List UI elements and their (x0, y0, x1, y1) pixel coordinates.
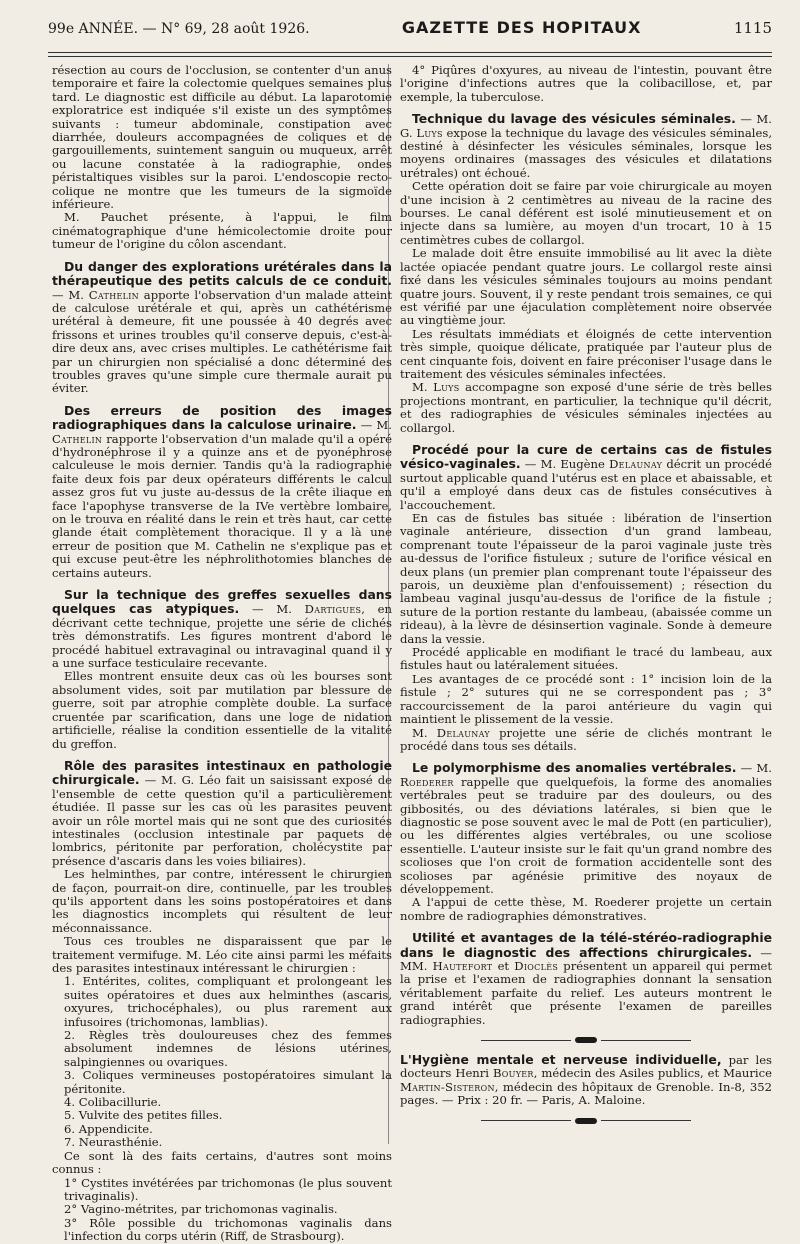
list-item: 2° Vagino-métrites, par trichomonas vaginalis. (64, 1202, 338, 1217)
right-column (400, 64, 772, 1144)
author-name: Delaunay (436, 725, 490, 740)
section-vertebral-anomalies: Le polymorphisme des anomalies vertébrales. — M. Roederer rappelle que quelquefois, la forme des anomalies vertébrales peut se traduire par des douleurs, ou des gibbosités, ou des déviations latérales, si bien que le diagnostic se pose souvent avec le mal de Pott (en particulier), ou les différentes algies vertébrales, ou une scoliose essentielle. L'auteur insiste sur le fait qu'un grand nombre des scolioses que l'on croit de formation accidentelle sont des scolioses par agénésie primitive des noyaux de développement. A l'appui de cette thèse, M. Roederer projette un certain nombre de radiographies démonstratives. (400, 760, 772, 923)
paragraph: Procédé applicable en modifiant le tracé du lambeau, aux fistules haut ou latéralement situées. (400, 645, 772, 673)
page-number: 1115 (733, 19, 772, 37)
list-item: 6. Appendicite. (64, 1121, 153, 1136)
list-item: 4. Colibacillurie. (64, 1095, 162, 1110)
lesser-known-list (52, 1177, 392, 1244)
paragraph: 4° Piqûres d'oxyures, au niveau de l'intestin, pouvant être l'origine d'infections autres que la colibacillose, et, par exemple, la tuberculose. (400, 63, 772, 104)
book-title: L'Hygiène mentale et nerveuse individuelle, (400, 1052, 722, 1068)
author-name: Hautefort (432, 959, 493, 973)
ornament-divider (400, 1118, 772, 1124)
running-header (48, 18, 772, 48)
parasite-effects-list (52, 975, 392, 1149)
author-name: Roederer (400, 774, 454, 789)
paragraph: résection au cours de l'occlusion, se contenter d'un anus temporaire et faire la colectomie quelques semaines plus tard. Le diagnostic est difficile au début. La laparotomie exploratrice est indiquée s'il existe un des symptômes suivants : tumeur abdominale, constipation avec diarrhée, douleurs accompagnées de coliques et de gargouillements, suintement sanguin ou muqueux, arrêt ou lacune constatée à la radiographie, ondes péristaltiques visibles sur la paroi. L'endoscopie recto-colique ne montre que les tumeurs de la sigmoïde inférieure. (52, 63, 392, 212)
section-heading: Du danger des explorations urétérales dans la thérapeutique des petits calculs de ce conduit. (52, 258, 392, 289)
list-item: 3. Coliques vermineuses postopératoires simulant la péritonite. (64, 1068, 392, 1096)
paragraph: Le malade doit être ensuite immobilisé au lit avec la diète lactée opiacée pendant quatre jours. Le collargol reste ainsi fixé dans les vésicules séminales toujours au moins pendant quatre jours. Souvent, il y reste pendant trois semaines, ce qui est vérifié par une éjaculation complètement noire observée au vingtième jour. (400, 246, 772, 328)
author-name: Cathelin (88, 287, 139, 302)
author-name: Dioclès (514, 959, 559, 973)
paragraph: Ce sont là des faits certains, d'autres sont moins connus : (52, 1148, 392, 1177)
list-item: 1. Entérites, colites, compliquant et prolongeant les suites opératoires et dues aux helminthes (ascaris, oxyures, trichocéphales), ou plus rarement aux infusoires (trichomonas, lamblias). (64, 974, 392, 1029)
section-heading: Utilité et avantages de la télé-stéréo-radiographie dans le diagnostic des affections chirurgicales. (400, 930, 772, 960)
paragraph: En cas de fistules bas située : libération de l'insertion vaginale antérieure, dissection d'un grand lambeau, comprenant toute l'épaisseur de la paroi vaginale juste très au-dessus de l'orifice fistuleux ; suture de l'orifice vésical en deux plans (un premier plan comprenant toute l'épaisseur des parois, un deuxième plan d'enfouissement) ; résection du lambeau vaginal jusqu'au-dessus de l'orifice de la fistule ; suture de la portion restante du lambeau, (abaissée comme un rideau), à la lèvre de désinsertion vaginale. Sonde à demeure dans la vessie. (400, 511, 772, 646)
section-radiographic-errors: Des erreurs de position des images radiographiques dans la calculose urinaire. — M. Cathelin rapporte l'observation d'un malade qu'il a opéré d'hydronéphrose il y a quinze ans et de pyonéphrose calculeuse le mois dernier. Tandis qu'à la radiographie faite deux fois par deux opérateurs différents le calcul assez gros fut vu juste au-dessus de la crête iliaque en face l'apophyse transverse de la IVe vertèbre lombaire, on le trouva en réalité dans le rein et très haut, car cette glande était complètement thoracique. Il y a là une erreur de position que M. Cathelin ne s'explique pas et qui excuse peut-être les néphrolithotomies blanches de certains auteurs. (52, 402, 392, 580)
book-notice: L'Hygiène mentale et nerveuse individuelle, par les docteurs Henri Bouyer, médecin des Asiles publics, et Maurice Martin-Sisteron, médecin des hôpitaux de Grenoble. In-8, 352 pages. — Prix : 20 fr. — Paris, A. Maloine. (400, 1052, 772, 1108)
section-ureteral-danger: Du danger des explorations urétérales dans la thérapeutique des petits calculs de ce conduit. — M. Cathelin apporte l'observation d'un malade atteint de calculose urétérale et qui, après un cathétérisme urétéral à demeure, fit une poussée à 40 degrés avec frissons et urines troubles qu'il conserve depuis, c'est-à-dire deux ans, avec crises multiples. Le cathétérisme fait par un chirurgien non spécialisé a donc déterminé des troubles graves qu'une simple cure thermale aurait pu éviter. (52, 258, 392, 396)
author-name: Bouyer (492, 1066, 534, 1081)
section-sexual-grafts: Sur la technique des greffes sexuelles dans quelques cas atypiques. — M. Dartigues, en décrivant cette technique, projette une série de clichés très démonstratifs. Les figures montrent d'abord le procédé habituel extravaginal ou intravaginal quand il y a une surface testiculaire recevante. Elles montrent ensuite deux cas où les bourses sont absolument vides, soit par mutilation par blessure de guerre, soit par atrophie complète double. La surface cruentée par scarification, dans une loge de nidation artificielle, réalise la condition essentielle de la vitalité du greffon. (52, 587, 392, 751)
ornament-divider (400, 1037, 772, 1043)
issue-line: 99e ANNÉE. — N° 69, 28 août 1926. (48, 21, 310, 37)
paragraph: Les résultats immédiats et éloignés de cette intervention très simple, quoique délicate, pratiquée par l'auteur plus de cent cinquante fois, doivent en faire préconiser l'usage dans le traitement des vésicules séminales infectées. (400, 326, 772, 381)
author-name: Delaunay (609, 457, 663, 472)
paragraph: Elles montrent ensuite deux cas où les bourses sont absolument vides, soit par mutilation par blessure de guerre, soit par atrophie complète double. La surface cruentée par scarification, dans une loge de nidation artificielle, réalise la condition essentielle de la vitalité du greffon. (52, 669, 392, 751)
section-heading: Rôle des parasites intestinaux en pathologie chirurgicale. (52, 757, 392, 788)
paragraph: Tous ces troubles ne disparaissent que par le traitement vermifuge. M. Léo cite ainsi parmi les méfaits des parasites intestinaux intéressant le chirurgien : (52, 934, 392, 975)
section-heading: Sur la technique des greffes sexuelles dans quelques cas atypiques. (52, 587, 392, 617)
section-seminal-lavage: Technique du lavage des vésicules séminales. — M. G. Luys expose la technique du lavage des vésicules séminales, destiné à désinfecter les vésicules séminales, lorsque les moyens ordinaires (massages des vésicules et dilatations urétrales) ont échoué. Cette opération doit se faire par voie chirurgicale au moyen d'une incision à 2 centimètres au niveau de la racine des bourses. Le canal déférent est isolé minutieusement et on injecte dans sa lumière, au moyen d'un trocart, 10 à 15 centimètres cubes de collargol. Le malade doit être ensuite immobilisé au lit avec la diète lactée opiacée pendant quatre jours. Le collargol reste ainsi fixé dans les vésicules séminales toujours au moins pendant quatre jours. Souvent, il y reste pendant trois semaines, ce qui est vérifié par une éjaculation complètement noire observée au vingtième jour. Les résultats immédiats et éloignés de cette intervention très simple, quoique délicate, pratiquée par l'auteur plus de cent cinquante fois, doivent en faire préconiser l'usage dans le traitement des vésicules séminales infectées. M. Luys accompagne son exposé d'une série de très belles projections montrant, en particulier, la technique qu'il décrit, et des radiographies de vésicules séminales injectées au collargol. (400, 111, 772, 435)
author-name: Luys (433, 380, 460, 395)
paragraph: Cette opération doit se faire par voie chirurgicale au moyen d'une incision à 2 centimètres au niveau de la racine des bourses. Le canal déférent est isolé minutieusement et on injecte dans sa lumière, au moyen d'un trocart, 10 à 15 centimètres cubes de collargol. (400, 179, 772, 247)
list-item: 2. Règles très douloureuses chez des femmes absolument indemnes de lésions utérines, salpingiennes ou ovariques. (64, 1028, 392, 1069)
list-item: 1° Cystites invétérées par trichomonas (le plus souvent trivaginalis). (64, 1175, 392, 1203)
header-rule-double (48, 56, 772, 57)
section-vesico-vaginal-fistulas: Procédé pour la cure de certains cas de fistules vésico-vaginales. — M. Eugène Delaunay décrit un procédé surtout applicable quand l'utérus est en place et abaissable, et qu'il a employé dans deux cas de fistules consécutives à l'accouchement. En cas de fistules bas située : libération de l'insertion vaginale antérieure, dissection d'un grand lambeau, comprenant toute l'épaisseur de la paroi vaginale juste très au-dessus de l'orifice fistuleux ; suture de l'orifice vésical en deux plans (un premier plan comprenant toute l'épaisseur des parois, un deuxième plan d'enfouissement) ; résection du lambeau vaginal jusqu'au-dessus de l'orifice de la fistule ; suture de la portion restante du lambeau, (abaissée comme un rideau), à la lèvre de désinsertion vaginale. Sonde à demeure dans la vessie. Procédé applicable en modifiant le tracé du lambeau, aux fistules haut ou latéralement situées. Les avantages de ce procédé sont : 1° incision loin de la fistule ; 2° sutures qui ne se correspondent pas ; 3° raccourcissement de la paroi antérieure du vagin qui maintient le plissement de la vessie. M. Delaunay projette une série de clichés montrant le procédé dans tous ses détails. (400, 441, 772, 753)
author-name: Martin-Sisteron (400, 1079, 495, 1094)
author-name: Dartigues (304, 602, 362, 617)
section-intestinal-parasites: Rôle des parasites intestinaux en pathologie chirurgicale. — M. G. Léo fait un saisissant exposé de l'ensemble de cette question qu'il a particulièrement étudiée. Il passe sur les cas où les parasites peuvent avoir un rôle mortel mais qui ne sont que des curiosités intestinales (occlusion intestinale par paquets de lombrics, péritonite par perforation, cholécystite par présence d'ascaris dans les voies biliaires). Les helminthes, par contre, intéressent le chirurgien de façon, pourrait-on dire, continuelle, par les troubles qu'ils apportent dans les soins postopératoires et dans les diagnostics incomplets qui résultent de leur méconnaissance. Tous ces troubles ne disparaissent que par le traitement vermifuge. M. Léo cite ainsi parmi les méfaits des parasites intestinaux intéressant le chirurgien : 1. Entérites, colites, compliquant et prolongeant les suites opératoires et dues aux helminthes (ascaris, oxyures, trichocéphales), ou plus rarement aux infusoires (trichomonas, lamblias). 2. Règles très douloureuses chez des femmes absolument indemnes de lésions utérines, salpingiennes ou ovariques. 3. Coliques vermineuses postopératoires simulant la péritonite. 4. Colibacillurie. 5. Vulvite des petites filles. 6. Appendicite. 7. Neurasthénie. Ce sont là des faits certains, d'autres sont moins connus : 1° Cystites invétérées par trichomonas (le plus souvent trivaginalis). 2° Vagino-métrites, par trichomonas vaginalis. 3° Rôle possible du trichomonas vaginalis dans l'infection du corps utérin (Riff, de Strasbourg). (52, 757, 392, 1244)
list-item: 3° Rôle possible du trichomonas vaginalis dans l'infection du corps utérin (Riff, de Strasbourg). (64, 1215, 392, 1244)
paragraph: Les helminthes, par contre, intéressent le chirurgien de façon, pourrait-on dire, continuelle, par les troubles qu'ils apportent dans les soins postopératoires et dans les diagnostics incomplets qui résultent de leur méconnaissance. (52, 867, 392, 935)
paragraph: Les avantages de ce procédé sont : 1° incision loin de la fistule ; 2° sutures qui ne se correspondent pas ; 3° raccourcissement de la paroi antérieure du vagin qui maintient le plissement de la vessie. (400, 671, 772, 727)
section-stereo-radiography: Utilité et avantages de la télé-stéréo-radiographie dans le diagnostic des affections chirurgicales. — MM. Hautefort et Dioclès présentent un appareil qui permet la prise et l'examen de radiographies donnant la sensation véritablement parfaite du relief. Les auteurs montrent le grand intérêt que présente l'examen de pareilles radiographies. (400, 930, 773, 1027)
section-heading: Procédé pour la cure de certains cas de fistules vésico-vaginales. (400, 441, 772, 472)
section-heading: Des erreurs de position des images radiographiques dans la calculose urinaire. (52, 402, 392, 433)
paragraph: A l'appui de cette thèse, M. Roederer projette un certain nombre de radiographies démonstratives. (400, 895, 772, 923)
section-heading: Technique du lavage des vésicules séminales. (412, 111, 736, 127)
author-name: Cathelin (52, 431, 103, 446)
paragraph: M. Pauchet présente, à l'appui, le film cinématographique d'une hémicolectomie droite pour tumeur de l'origine du côlon ascendant. (52, 210, 392, 252)
journal-title: GAZETTE DES HOPITAUX (401, 18, 642, 37)
list-item: 7. Neurasthénie. (64, 1135, 163, 1150)
list-item: 5. Vulvite des petites filles. (64, 1108, 223, 1123)
header-rule (48, 52, 772, 53)
section-heading: Le polymorphisme des anomalies vertébrales. (412, 760, 737, 776)
left-column (52, 63, 392, 1244)
author-name: Luys (416, 125, 443, 140)
